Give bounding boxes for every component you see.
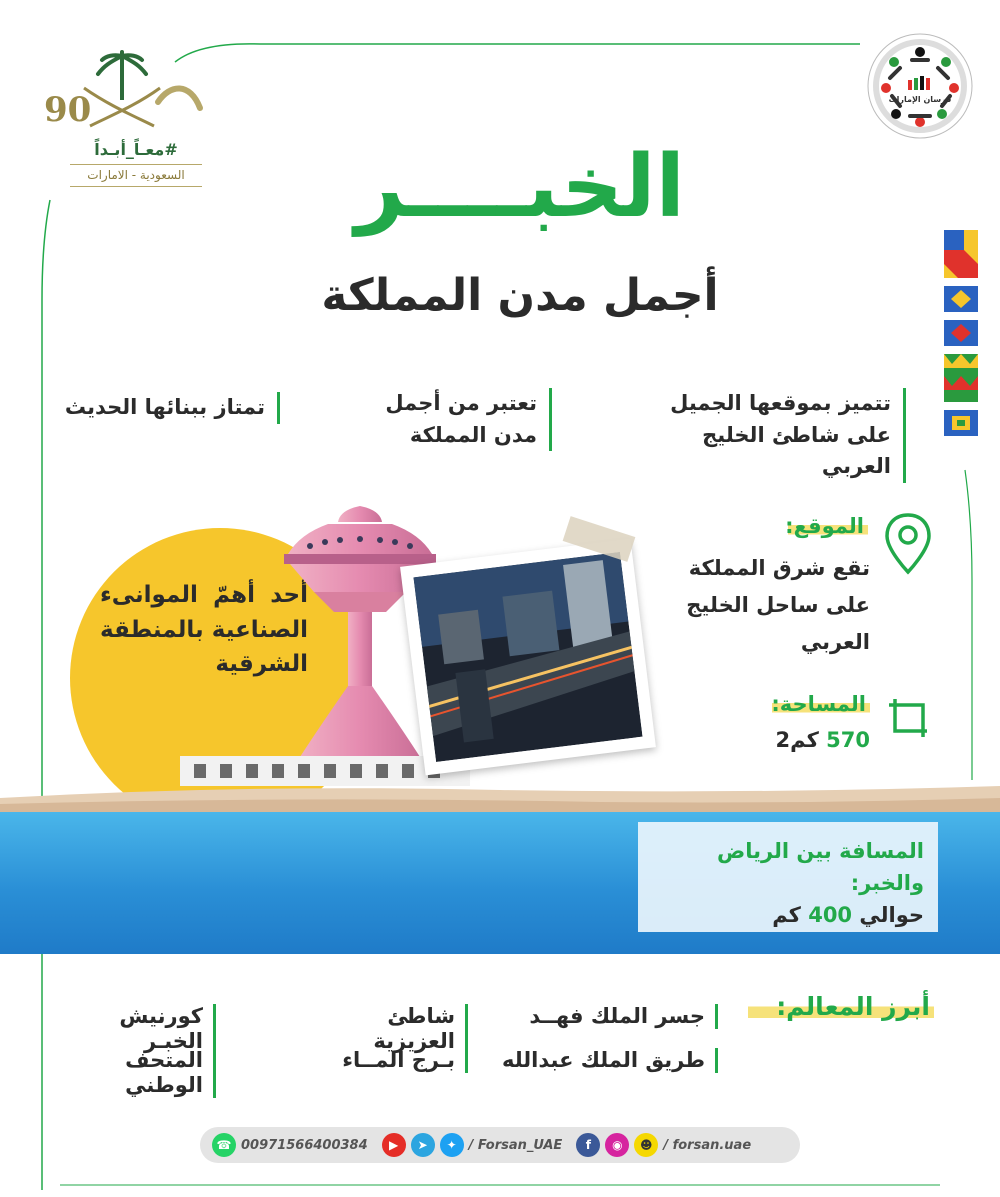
- feature-item: تتميز بموقعها الجميل على شاطئ الخليج العربي: [648, 388, 906, 483]
- forsan-uae-logo: [866, 32, 974, 140]
- landmark-item: جسر الملك فهــد: [500, 1004, 718, 1029]
- feature-item: تعتبر من أجمل مدن المملكة: [380, 388, 552, 451]
- landmark-item: كورنيش الخبـر: [56, 1004, 216, 1054]
- footer-site[interactable]: / forsan.uae: [663, 1137, 752, 1153]
- whatsapp-icon[interactable]: ☎: [212, 1133, 236, 1157]
- instagram-icon[interactable]: ◉: [605, 1133, 629, 1157]
- snapchat-icon[interactable]: ☻: [634, 1133, 658, 1157]
- landmark-item: طريق الملك عبدالله: [500, 1048, 718, 1073]
- saudi-uae-90-logo: [40, 48, 205, 188]
- logo-divider: [70, 164, 202, 165]
- area-crop-icon: [885, 693, 933, 741]
- location-line: العربي: [800, 629, 870, 654]
- sadu-pattern-decoration: [944, 230, 978, 440]
- distance-unit: كم: [772, 903, 801, 927]
- distance-number: 400: [808, 903, 853, 927]
- round-logo-name: فرسان الإمارات: [888, 95, 952, 104]
- area-unit: كم2: [775, 728, 819, 752]
- logo-hashtag: #معـاً_أبـداً: [94, 140, 178, 159]
- location-line: تقع شرق المملكة: [688, 556, 870, 580]
- landmarks-label: أبرز المعالم:: [748, 992, 934, 1021]
- logo-divider: [70, 186, 202, 187]
- location-label: الموقع:: [788, 514, 868, 538]
- area-label: المساحة:: [772, 692, 870, 716]
- landmark-item: بـرج المــاء: [300, 1048, 468, 1073]
- logo-subtitle: السعودية - الامارات: [87, 168, 185, 182]
- location-text: [660, 550, 870, 660]
- area-number: 570: [826, 728, 870, 752]
- distance-title: المسافة بين الرياض والخبر:: [716, 839, 924, 895]
- location-line: على ساحل الخليج: [686, 592, 870, 617]
- facebook-icon[interactable]: f: [576, 1133, 600, 1157]
- distance-value: [638, 899, 924, 933]
- distance-prefix: حوالي: [859, 903, 924, 927]
- social-footer: [200, 1127, 800, 1163]
- logo-number: 90: [44, 90, 92, 130]
- page-title: الخبــــر: [355, 137, 685, 237]
- area-value: [700, 722, 870, 759]
- page-subtitle: أجمل مدن المملكة: [321, 270, 719, 321]
- twitter-icon[interactable]: ✦: [440, 1133, 464, 1157]
- map-pin-icon: [883, 512, 933, 576]
- youtube-icon[interactable]: ▶: [382, 1133, 406, 1157]
- city-photo-frame: [400, 539, 656, 776]
- night-city-photo: [413, 552, 642, 762]
- feature-item: تمتاز ببنائها الحديث: [60, 392, 280, 424]
- landmark-item: المتحف الوطني: [56, 1048, 216, 1098]
- distance-box: [638, 822, 938, 932]
- footer-handle[interactable]: / Forsan_UAE: [468, 1137, 563, 1153]
- port-description: أحد أهمّ الموانىء الصناعية بالمنطقة الشرقية: [100, 582, 308, 677]
- landmark-item: شاطئ العزيزية: [300, 1004, 468, 1054]
- telegram-icon[interactable]: ➤: [411, 1133, 435, 1157]
- footer-phone[interactable]: 00971566400384: [241, 1137, 368, 1153]
